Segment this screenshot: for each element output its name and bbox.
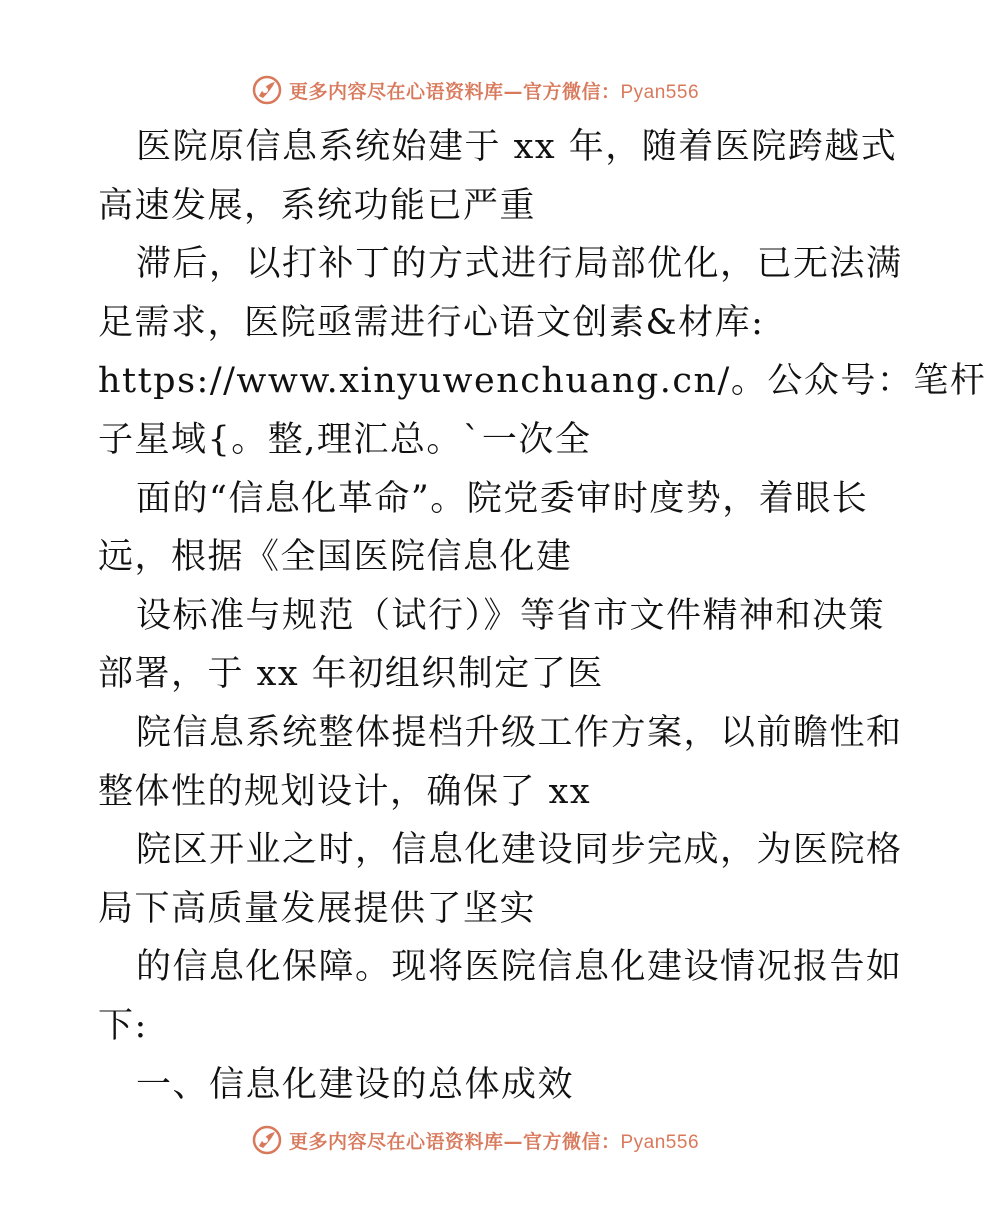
text-line: 院信息系统整体提档升级工作方案，以前瞻性和 xyxy=(136,712,903,753)
text-line: 的信息化保障。现将医院信息化建设情况报告如 xyxy=(136,947,903,988)
text-line: 下: xyxy=(98,1005,148,1046)
watermark-handle: Pyan556 xyxy=(620,1131,700,1153)
text-line: 滞后，以打补丁的方式进行局部优化，已无法满 xyxy=(136,244,903,285)
text-line: 设标准与规范（试行）》等省市文件精神和决策 xyxy=(136,595,886,636)
document-body xyxy=(98,118,986,1114)
text-line: 面的“信息化革命”。院党委审时度势，着眼长 xyxy=(136,478,869,519)
text-line: 整体性的规划设计，确保了 xx xyxy=(98,771,592,812)
text-line: https://www.xinyuwenchuang.cn/。公众号：笔杆 xyxy=(98,361,986,402)
text-line: 医院原信息系统始建于 xx 年，随着医院跨越式 xyxy=(136,127,898,167)
rose-pen-logo-icon xyxy=(251,74,283,106)
watermark-text: 更多内容尽在心语资料库—官方微信：Pyan556 xyxy=(288,80,700,103)
header-watermark xyxy=(0,70,950,110)
footer-watermark xyxy=(0,1120,950,1160)
text-line: 院区开业之时，信息化建设同步完成，为医院格 xyxy=(136,830,903,871)
text-line: 远，根据《全国医院信息化建 xyxy=(98,537,573,578)
text-line: 子星域{。整,理汇总。`一次全 xyxy=(98,419,592,460)
text-line: 足需求，医院亟需进行心语文创素&材库: xyxy=(98,302,765,343)
rose-pen-logo-icon xyxy=(251,1124,283,1156)
watermark-text: 更多内容尽在心语资料库—官方微信：Pyan556 xyxy=(288,1130,700,1153)
text-line: 高速发展，系统功能已严重 xyxy=(98,185,537,226)
text-line: 部署，于 xx 年初组织制定了医 xyxy=(98,654,604,695)
watermark-handle: Pyan556 xyxy=(620,81,700,103)
text-line: 局下高质量发展提供了坚实 xyxy=(98,888,537,929)
section-heading: 一、信息化建设的总体成效 xyxy=(136,1064,575,1105)
